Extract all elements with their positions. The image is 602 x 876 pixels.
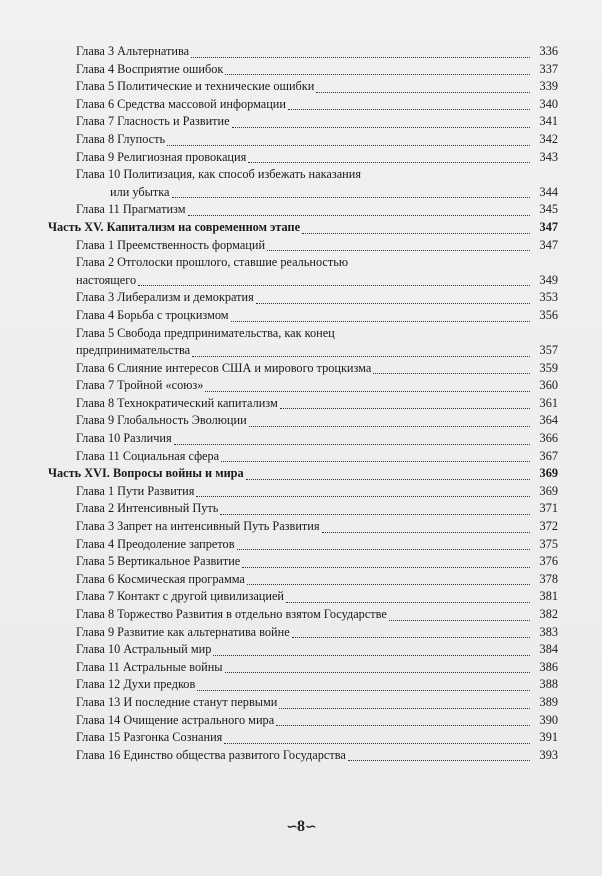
toc-page-number: 356 — [539, 307, 558, 322]
toc-row — [0, 149, 602, 167]
toc-row — [0, 360, 602, 378]
toc-page-number: 341 — [539, 114, 558, 129]
dot-leader — [221, 461, 530, 462]
toc-entry-title: Глава 1 Пути Развития — [76, 483, 195, 498]
toc-entry-title: Глава 8 Торжество Развития в отдельно взятом Государстве — [76, 607, 387, 621]
dot-leader — [279, 708, 530, 709]
toc-entry-title: Глава 13 И последние станут первыми — [76, 694, 278, 709]
page-number: 8 — [297, 818, 305, 835]
dot-leader — [248, 162, 530, 163]
toc-entry-title: Глава 7 Гласность и Развитие — [76, 114, 230, 129]
toc-row — [0, 747, 602, 765]
toc-entry-title: Глава 16 Единство общества развитого Государства — [76, 747, 346, 762]
toc-entry-title: Глава 11 Прагматизм — [76, 202, 186, 217]
toc-entry-title: Глава 11 Социальная сфера — [76, 448, 220, 463]
table-of-contents — [0, 43, 602, 764]
toc-page-number: 369 — [539, 466, 558, 481]
toc-entry-title: Глава 14 Очищение астрального мира — [76, 712, 275, 727]
dot-leader — [280, 408, 530, 409]
toc-page-number: 391 — [539, 730, 558, 745]
toc-entry-title: Глава 5 Политические и технические ошибки — [76, 79, 315, 94]
toc-page-number: 389 — [539, 694, 558, 709]
toc-entry-title: Глава 10 Астральный мир — [76, 642, 212, 657]
toc-entry-title: Часть XV. Капитализм на современном этапе — [48, 219, 301, 234]
dot-leader — [292, 637, 530, 638]
toc-row — [0, 729, 602, 747]
toc-row — [0, 325, 602, 343]
toc-entry-title: Глава 4 Преодоление запретов — [76, 536, 235, 551]
dot-leader — [172, 197, 530, 198]
toc-entry-title: Глава 3 Либерализм и демократия — [76, 290, 254, 305]
toc-entry-title: Глава 7 Контакт с другой цивилизацией — [76, 589, 284, 604]
toc-page-number: 336 — [539, 44, 558, 58]
toc-entry-title: Глава 8 Глупость — [76, 131, 166, 146]
toc-page-number: 381 — [539, 589, 558, 604]
toc-row — [0, 624, 602, 642]
toc-entry-title: Глава 10 Различия — [76, 431, 172, 446]
toc-page-number: 337 — [539, 61, 558, 76]
toc-entry-title: Глава 1 Преемственность формаций — [76, 237, 266, 252]
dot-leader — [191, 57, 530, 58]
toc-row — [0, 588, 602, 606]
toc-entry-title: Глава 5 Вертикальное Развитие — [76, 554, 241, 569]
toc-page-number: 376 — [539, 554, 558, 569]
toc-entry-title: Глава 4 Восприятие ошибок — [76, 61, 224, 76]
toc-row — [0, 518, 602, 536]
toc-page-number: 340 — [539, 96, 558, 111]
toc-row — [0, 430, 602, 448]
toc-row — [0, 166, 602, 184]
dot-leader — [316, 92, 530, 93]
toc-page-number: 375 — [539, 536, 558, 551]
toc-page-number: 388 — [539, 677, 558, 692]
toc-page-number: 339 — [539, 79, 558, 94]
toc-page-number: 366 — [539, 431, 558, 446]
toc-row — [0, 237, 602, 255]
dot-leader — [237, 549, 530, 550]
toc-page-number: 386 — [539, 659, 558, 674]
toc-row — [0, 272, 602, 290]
dot-leader — [231, 321, 530, 322]
toc-row — [0, 377, 602, 395]
toc-entry-title: Глава 9 Глобальность Эволюции — [76, 413, 247, 428]
toc-row — [0, 342, 602, 360]
toc-row — [0, 694, 602, 712]
toc-row — [0, 61, 602, 79]
toc-page-number: 364 — [539, 413, 558, 428]
toc-row — [0, 448, 602, 466]
dot-leader — [249, 426, 530, 427]
toc-page-number: 384 — [539, 642, 558, 657]
dot-leader — [213, 655, 530, 656]
toc-page-number: 344 — [539, 184, 558, 199]
toc-row — [0, 483, 602, 501]
toc-entry-title: Глава 5 Свобода предпринимательства, как конец — [76, 325, 335, 340]
toc-row — [0, 712, 602, 730]
toc-entry-title: Глава 10 Политизация, как способ избежать наказания — [76, 167, 361, 182]
dot-leader — [196, 496, 530, 497]
toc-page-number: 382 — [539, 607, 558, 621]
toc-page-number: 353 — [539, 290, 558, 305]
toc-page-number: 361 — [539, 395, 558, 410]
toc-row — [0, 201, 602, 219]
toc-entry-title: Глава 9 Религиозная провокация — [76, 149, 247, 164]
toc-page-number: 390 — [539, 712, 558, 727]
dot-leader — [373, 373, 530, 374]
toc-page-number: 347 — [539, 237, 558, 252]
dot-leader — [225, 74, 530, 75]
dot-leader — [286, 602, 530, 603]
toc-page-number: 357 — [539, 343, 558, 358]
toc-row — [0, 606, 602, 624]
toc-row — [0, 43, 602, 61]
dot-leader — [246, 479, 530, 480]
dot-leader — [256, 303, 530, 304]
toc-entry-title: Глава 9 Развитие как альтернатива войне — [76, 624, 290, 639]
toc-entry-title: Глава 12 Духи предков — [76, 677, 196, 692]
dot-leader — [192, 356, 530, 357]
dot-leader — [276, 725, 530, 726]
toc-page-number: 371 — [539, 501, 558, 516]
page-footer — [0, 818, 602, 836]
toc-entry-title: или убытка — [110, 184, 170, 199]
toc-row — [0, 500, 602, 518]
dot-leader — [138, 285, 530, 286]
dot-leader — [174, 444, 530, 445]
toc-row — [0, 412, 602, 430]
toc-row — [0, 289, 602, 307]
toc-entry-title: предпринимательства — [76, 343, 191, 358]
toc-page-number: 383 — [539, 624, 558, 639]
toc-part-row — [0, 219, 602, 237]
toc-row — [0, 676, 602, 694]
dot-leader — [167, 145, 530, 146]
toc-entry-title: Глава 7 Тройной «союз» — [76, 378, 204, 393]
toc-page-number: 343 — [539, 149, 558, 164]
ornament-left-icon: ∽ — [286, 820, 297, 835]
toc-part-row — [0, 465, 602, 483]
dot-leader — [220, 514, 530, 515]
toc-row — [0, 254, 602, 272]
toc-row — [0, 78, 602, 96]
toc-row — [0, 553, 602, 571]
dot-leader — [267, 250, 530, 251]
toc-entry-title: настоящего — [76, 272, 137, 287]
dot-leader — [302, 233, 530, 234]
toc-row — [0, 536, 602, 554]
dot-leader — [232, 127, 530, 128]
toc-page-number: 360 — [539, 378, 558, 393]
toc-entry-title: Глава 8 Технократический капитализм — [76, 395, 278, 410]
toc-entry-title: Глава 6 Космическая программа — [76, 571, 245, 586]
toc-row — [0, 131, 602, 149]
toc-page-number: 367 — [539, 448, 558, 463]
toc-row — [0, 395, 602, 413]
toc-row — [0, 113, 602, 131]
toc-entry-title: Глава 6 Слияние интересов США и мирового троцкизма — [76, 360, 372, 375]
toc-entry-title: Глава 3 Запрет на интенсивный Путь Развития — [76, 519, 320, 534]
toc-page-number: 372 — [539, 519, 558, 534]
toc-entry-title: Часть XVI. Вопросы войны и мира — [48, 466, 244, 481]
toc-page-number: 393 — [539, 747, 558, 762]
toc-page-number: 345 — [539, 202, 558, 217]
dot-leader — [389, 620, 530, 621]
dot-leader — [348, 760, 530, 761]
toc-page-number: 342 — [539, 131, 558, 146]
toc-entry-title: Глава 4 Борьба с троцкизмом — [76, 307, 229, 322]
dot-leader — [288, 109, 530, 110]
toc-row — [0, 571, 602, 589]
dot-leader — [188, 215, 530, 216]
toc-entry-title: Глава 15 Разгонка Сознания — [76, 730, 223, 745]
ornament-right-icon: ∽ — [305, 820, 316, 835]
dot-leader — [242, 567, 530, 568]
dot-leader — [225, 672, 530, 673]
toc-entry-title: Глава 11 Астральные войны — [76, 659, 223, 674]
toc-page-number: 359 — [539, 360, 558, 375]
dot-leader — [224, 743, 530, 744]
dot-leader — [197, 690, 530, 691]
toc-page-number: 369 — [539, 483, 558, 498]
dot-leader — [205, 391, 530, 392]
toc-entry-title: Глава 3 Альтернатива — [76, 44, 190, 58]
dot-leader — [322, 532, 530, 533]
toc-page-number: 378 — [539, 571, 558, 586]
toc-entry-title: Глава 6 Средства массовой информации — [76, 96, 286, 111]
toc-row — [0, 96, 602, 114]
toc-entry-title: Глава 2 Отголоски прошлого, ставшие реальностью — [76, 255, 349, 270]
toc-row — [0, 184, 602, 202]
toc-page-number: 347 — [539, 219, 558, 234]
toc-page-number: 349 — [539, 272, 558, 287]
toc-row — [0, 307, 602, 325]
toc-entry-title: Глава 2 Интенсивный Путь — [76, 501, 219, 516]
toc-row — [0, 641, 602, 659]
toc-row — [0, 659, 602, 677]
dot-leader — [247, 584, 530, 585]
